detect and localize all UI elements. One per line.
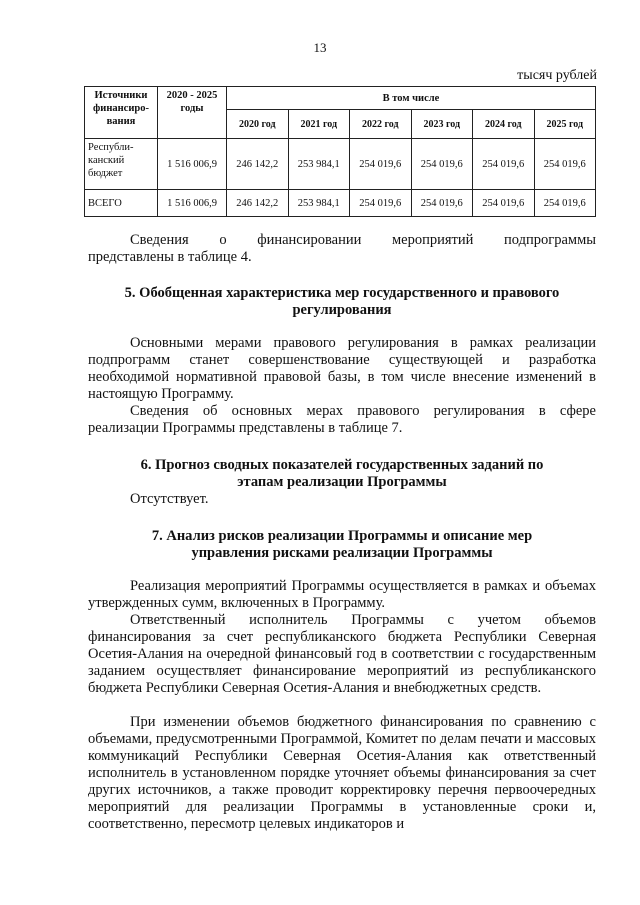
financing-table — [84, 86, 596, 217]
row-total: 1 516 006,9 — [158, 139, 227, 190]
section-6-paragraph: Отсутствует. — [130, 491, 209, 507]
section-7-paragraph: Реализация мероприятий Программы осуществляется в рамках и объемах утвержденных сумм, включенных в Программу. — [88, 578, 596, 611]
row-value: 246 142,2 — [227, 190, 289, 217]
row-value: 254 019,6 — [534, 190, 596, 217]
section-title-line: этапам реализации Программы — [237, 474, 447, 490]
row-source: Республи-канский бюджет — [85, 139, 158, 190]
section-5-paragraph: Сведения об основных мерах правового регулирования в сфере реализации Программы представлены в таблице 7. — [88, 403, 596, 436]
row-total: 1 516 006,9 — [158, 190, 227, 217]
header-year: 2023 год — [411, 110, 473, 139]
row-value: 246 142,2 — [227, 139, 289, 190]
section-title-line: 6. Прогноз сводных показателей государственных заданий по — [140, 457, 544, 473]
row-value: 254 019,6 — [350, 139, 412, 190]
header-including: В том числе — [227, 87, 596, 110]
section-title-line: 7. Анализ рисков реализации Программы и описание мер — [151, 528, 533, 544]
row-value: 254 019,6 — [534, 139, 596, 190]
table-row — [85, 190, 596, 217]
table-row — [85, 139, 596, 190]
header-year: 2025 год — [534, 110, 596, 139]
paragraph-line: представлены в таблице 4. — [88, 249, 252, 265]
paragraph-table4 — [88, 232, 596, 266]
header-year: 2021 год — [288, 110, 350, 139]
section-title-line: регулирования — [292, 302, 392, 318]
paragraph-line: Сведения о финансировании мероприятий подпрограммы — [130, 232, 596, 248]
row-value: 253 984,1 — [288, 190, 350, 217]
section-7-title — [88, 528, 596, 562]
row-value: 254 019,6 — [411, 190, 473, 217]
header-year: 2024 год — [473, 110, 535, 139]
header-year: 2020 год — [227, 110, 289, 139]
section-7-paragraph: Ответственный исполнитель Программы с учетом объемов финансирования за счет республиканского бюджета Республики Северная Осетия-Алания на очередной финансовый год в соответствии с государственным заданием осуществляет финансирование мероприятий из республиканского бюджета Республики Северная Осетия-Алания и внебюджетных средств. — [88, 612, 596, 696]
header-year: 2022 год — [350, 110, 412, 139]
page-number: 13 — [313, 40, 327, 55]
section-title-line: 5. Обобщенная характеристика мер государственного и правового — [124, 285, 560, 301]
section-5-title — [88, 285, 596, 319]
section-title-line: управления рисками реализации Программы — [191, 545, 493, 561]
row-value: 254 019,6 — [350, 190, 412, 217]
section-5-paragraph: Основными мерами правового регулирования в рамках реализации подпрограмм станет совершенствование существующей и разработка необходимой нормативной правовой базы, в том числе внесение изменений в настоящую Программу. — [88, 335, 596, 402]
row-value: 254 019,6 — [473, 190, 535, 217]
header-source: Источники финансиро-вания — [85, 87, 158, 139]
row-value: 253 984,1 — [288, 139, 350, 190]
row-source: ВСЕГО — [85, 190, 158, 217]
section-7-paragraph: При изменении объемов бюджетного финансирования по сравнению с объемами, предусмотренными Программой, Комитет по делам печати и массовых коммуникаций Республики Северная Осетия-Алания как ответственный исполнитель в установленном порядке уточняет объемы финансирования за счет других источников, а также проводит корректировку перечня первоочередных мероприятий для реализации Программы в установленные сроки и, соответственно, пересмотр целевых индикаторов и — [88, 714, 596, 832]
units-label: тысяч рублей — [517, 68, 597, 83]
header-period: 2020 - 2025 годы — [158, 87, 227, 139]
section-6-title — [88, 457, 596, 491]
row-value: 254 019,6 — [411, 139, 473, 190]
row-value: 254 019,6 — [473, 139, 535, 190]
